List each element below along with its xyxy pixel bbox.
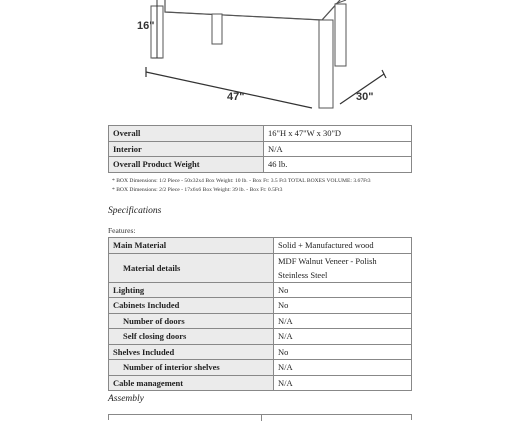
row-label: Overall bbox=[109, 126, 264, 142]
row-label: Lighting bbox=[109, 282, 274, 298]
row-value: N/A bbox=[274, 329, 412, 345]
specifications-heading: Specifications bbox=[108, 206, 162, 216]
row-label: Shelves Included bbox=[109, 344, 274, 360]
leg-back-right bbox=[335, 4, 346, 66]
features-label: Features: bbox=[108, 226, 136, 235]
table-row bbox=[109, 344, 412, 360]
table-row bbox=[109, 282, 412, 298]
row-label: Cabinets Included bbox=[109, 298, 274, 314]
table-row bbox=[109, 298, 412, 314]
table-row bbox=[109, 253, 412, 282]
table-row bbox=[109, 375, 412, 391]
row-label: Cable management bbox=[109, 375, 274, 391]
table-row bbox=[109, 157, 412, 173]
box-note: * BOX Dimensions: 2/2 Piece - 17x6x6 Box Weight: 39 lb. - Box Ft: 0.5Ft3 bbox=[112, 187, 283, 193]
row-value: N/A bbox=[264, 141, 412, 157]
row-value: MDF Walnut Veneer - Polish Steinless Steel bbox=[274, 253, 412, 282]
row-value: N/A bbox=[274, 360, 412, 376]
row-label: Self closing doors bbox=[109, 329, 274, 345]
table-row bbox=[109, 238, 412, 254]
row-value: 46 lb. bbox=[264, 157, 412, 173]
row-value: N/A bbox=[274, 375, 412, 391]
overview-table bbox=[108, 125, 412, 173]
width-dimension-label: 47" bbox=[227, 91, 245, 103]
table-row bbox=[109, 313, 412, 329]
tabletop bbox=[165, 0, 340, 20]
row-label: Interior bbox=[109, 141, 264, 157]
assembly-heading: Assembly bbox=[108, 394, 144, 404]
table-row bbox=[109, 329, 412, 345]
row-value: No bbox=[274, 298, 412, 314]
table-row bbox=[109, 126, 412, 142]
row-value: 16"H x 47"W x 30"D bbox=[264, 126, 412, 142]
row-value: No bbox=[274, 344, 412, 360]
row-label: Main Material bbox=[109, 238, 274, 254]
table-row bbox=[109, 141, 412, 157]
row-label: Number of doors bbox=[109, 313, 274, 329]
table-row bbox=[109, 360, 412, 376]
height-dimension-label: 16" bbox=[137, 20, 155, 32]
row-value: N/A bbox=[274, 313, 412, 329]
leg-back-left bbox=[212, 14, 222, 44]
specifications-table bbox=[108, 237, 412, 391]
leg-front-right bbox=[319, 20, 333, 108]
depth-dimension-label: 30" bbox=[356, 91, 374, 103]
row-label: Material details bbox=[109, 253, 274, 282]
row-label: Number of interior shelves bbox=[109, 360, 274, 376]
box-note: * BOX Dimensions: 1/2 Piece - 50x32x4 Box Weight: 10 lb. - Box Ft: 3.5 Ft3 TOTAL BOXES VOLUME: 3.67Ft3 bbox=[112, 178, 371, 184]
table-drawing bbox=[0, 0, 520, 120]
assembly-table-top bbox=[108, 414, 412, 420]
row-label: Overall Product Weight bbox=[109, 157, 264, 173]
row-value: No bbox=[274, 282, 412, 298]
row-value: Solid + Manufactured wood bbox=[274, 238, 412, 254]
